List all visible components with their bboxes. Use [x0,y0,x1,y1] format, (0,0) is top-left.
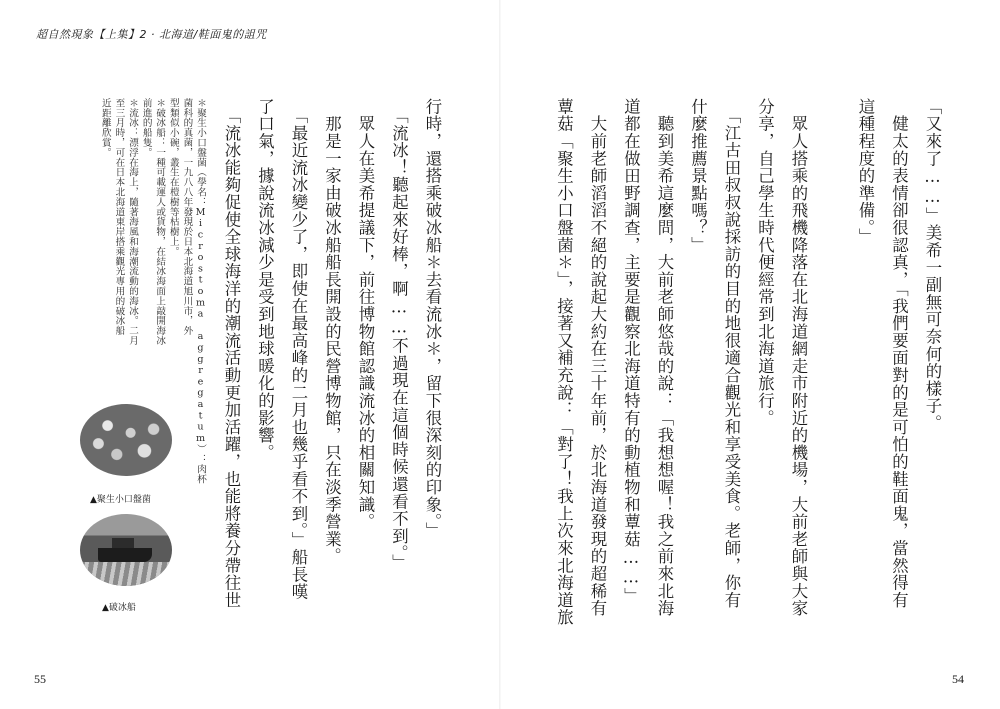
mushroom-cluster-photo [80,404,172,476]
right-page [500,0,1000,709]
left-page-body-text: 行時，還搭乘破冰船＊去看流冰＊，留下很深刻的印象。」 「流冰！聽起來好棒，啊……不過現在這個時候還看不到。」 眾人在美希提議下，前往博物館認識流冰的相關知識。 那是一家由破冰船船長開設的民營博物館，只在淡季營業。 「最近流冰變少了，即使在最高峰的二月也幾乎看不到。」船長嘆 了口氣，據說流冰減少是受到地球暖化的影響。 「流冰能夠促使全球海洋的潮流活動更加活躍，也能將養分帶往世 [222,98,442,609]
icebreaker-ship-photo [80,514,172,586]
running-head: 超自然現象【上集】2 · 北海道/鞋面鬼的詛咒 [36,28,267,41]
right-page-body-text: 「又來了……」美希一副無可奈何的樣子。 健太的表情卻很認真，「我們要面對的是可怕的鞋面鬼，當然得有 這種程度的準備。」 眾人搭乘的飛機降落在北海道網走市附近的機場，大前老師與大家 分享，自己學生時代便經常到北海道旅行。 「江古田叔叔說採訪的目的地很適合觀光和享受美食。老師，你有 什麼推薦景點嗎？」 聽到美希這麼問，大前老師悠哉的說：「我想想喔！我之前來北海 道都在做田野調查，主要是觀察北海道特有的動植物和蕈菇……」 大前老師滔滔不絕的說起大約在三十年前，於北海道發現的超稀有 蕈菇「聚生小口盤菌＊」，接著又補充說：「對了！我上次來北海道旅 [554,98,942,627]
footnotes: ＊聚生小口盤菌（學名：Microstoma aggregatum）：肉杯 菌科的真菌，一九八八年發現於日本北海道旭川市，外 型類似小碗，叢生在榿樹等枯樹上。 ＊破冰船：一種可載運人或貨物，在結冰海面上敲開海冰 前進的船隻。 ＊流冰：漂浮在海上，隨著海風和海潮流動的海冰。二月 至三月時，可在日本北海道東岸搭乘觀光專用的破冰船 近距離欣賞。 [99,98,206,484]
page-number-left: 55 [34,672,46,686]
ship-photo-caption: ▲破冰船 [102,603,136,613]
mushroom-photo-caption: ▲聚生小口盤菌 [90,495,151,505]
page-number-right: 54 [952,672,964,686]
